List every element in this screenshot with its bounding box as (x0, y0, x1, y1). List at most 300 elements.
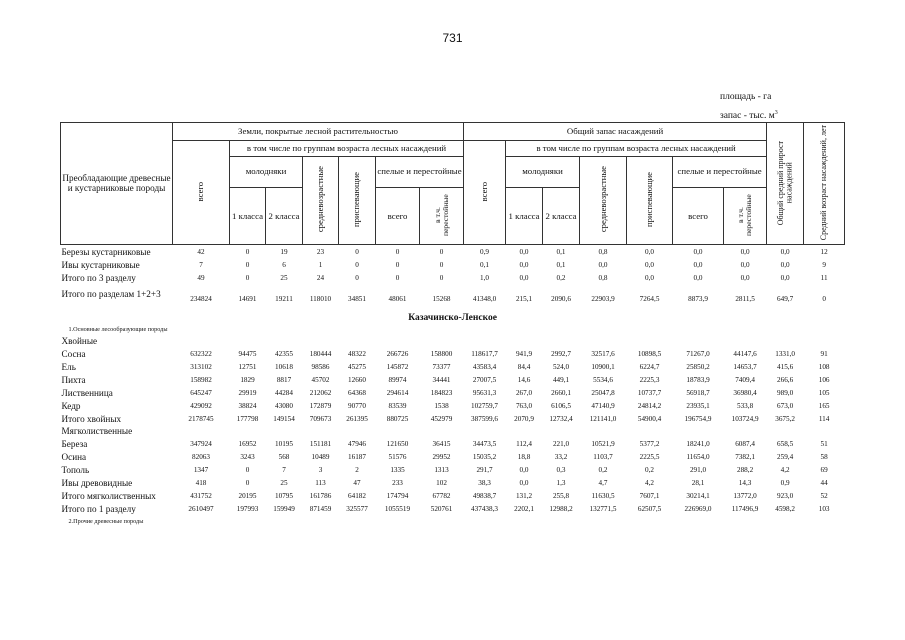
data-cell: 158800 (430, 349, 453, 358)
data-cell: 0 (395, 260, 400, 269)
data-cell: 4598,2 (775, 504, 795, 513)
data-cell: 10900,1 (591, 362, 615, 371)
data-cell: 62507,5 (637, 504, 662, 513)
row-label: Ивы древовидные (61, 477, 133, 488)
data-cell: 102 (436, 478, 447, 487)
avg-growth-header-text: Общий средний прирост насаждений (775, 140, 794, 225)
data-cell: 1347 (193, 465, 209, 474)
data-cell: 44284 (275, 388, 293, 397)
data-cell: 233 (392, 478, 403, 487)
data-cell: 25047,8 (591, 388, 615, 397)
data-cell: 83539 (388, 401, 407, 410)
data-cell: 15035,2 (472, 452, 497, 461)
data-cell: 20195 (238, 491, 257, 500)
data-cell: 3 (318, 465, 323, 474)
data-cell: 34851 (348, 295, 366, 304)
data-cell: 132771,5 (589, 504, 617, 513)
data-cell: 56918,7 (686, 388, 710, 397)
data-cell: 0 (395, 273, 400, 282)
data-cell: 0,0 (506, 245, 543, 259)
stock-mature-header: спелые и перестойные (673, 157, 767, 188)
table-row (61, 245, 845, 259)
data-cell: 73377 (432, 362, 451, 371)
forest-stats-table (60, 122, 845, 527)
data-cell: 923,0 (777, 491, 794, 500)
data-cell: 0,2 (645, 465, 655, 474)
data-cell: 880725 (386, 414, 409, 423)
area-class2-header: 2 класса (266, 188, 303, 245)
data-cell: 8817 (276, 375, 292, 384)
area-unit-label: площадь - га (720, 92, 772, 102)
data-cell: 0,9 (780, 478, 790, 487)
data-cell: 1335 (390, 465, 405, 474)
data-cell: 313102 (190, 362, 212, 371)
group-conifers-label-row (61, 335, 845, 347)
area-maturing-header-text: приспевающие (351, 172, 362, 227)
stock-maturing-header (627, 157, 673, 245)
table-row (61, 271, 845, 284)
data-cell: 2225,3 (639, 375, 660, 384)
data-cell: 568 (278, 452, 290, 461)
data-cell: 1829 (240, 375, 255, 384)
data-cell: 12751 (238, 362, 257, 371)
data-cell: 0,0 (780, 260, 790, 269)
data-cell: 2610497 (188, 504, 214, 513)
area-overmature-header (420, 188, 464, 245)
data-cell: 288,2 (736, 465, 754, 474)
stock-unit-superscript: 3 (774, 110, 778, 116)
data-cell: 12660 (348, 375, 366, 384)
data-cell: 64182 (348, 491, 366, 500)
stock-middle-aged-header-text: средневозрастные (597, 166, 608, 233)
data-cell: 2 (355, 465, 359, 474)
data-cell: 32517,6 (591, 349, 615, 358)
data-cell: 184823 (430, 388, 453, 397)
data-cell: 0 (245, 478, 250, 487)
data-cell: 12732,4 (549, 414, 573, 423)
data-cell: 0,8 (580, 245, 627, 259)
stock-overmature-header-text: в т.ч. перестойные (736, 194, 754, 236)
data-cell: 266726 (386, 349, 409, 358)
data-cell: 22903,9 (591, 295, 615, 304)
data-cell: 7 (199, 260, 203, 269)
data-cell: 387599,6 (471, 414, 498, 423)
area-total-header (173, 141, 230, 245)
data-cell: 12988,2 (549, 504, 573, 513)
data-cell: 180444 (309, 349, 332, 358)
data-cell: 84,4 (517, 362, 531, 371)
row-label: Тополь (61, 464, 90, 475)
row-label: Итого по 3 разделу (61, 272, 136, 283)
data-cell: 41348,0 (472, 295, 497, 304)
data-cell: 16187 (348, 452, 366, 461)
data-cell: 114 (818, 414, 830, 423)
data-cell: 2070,9 (514, 414, 534, 423)
data-cell: 158982 (190, 375, 212, 384)
data-cell: 0,1 (543, 245, 580, 259)
row-label: Сосна (61, 348, 86, 359)
data-cell: 47140,9 (591, 401, 615, 410)
data-cell: 4,2 (645, 478, 655, 487)
stock-class1-header: 1 класса (506, 188, 543, 245)
data-cell: 121141,0 (589, 414, 617, 423)
data-cell: 0,0 (780, 273, 790, 282)
data-cell: 64368 (348, 388, 366, 397)
data-cell: 215,1 (515, 295, 533, 304)
data-cell: 437438,3 (471, 504, 498, 513)
data-cell: 0,8 (598, 273, 608, 282)
data-cell: 649,7 (777, 295, 794, 304)
avg-age-header (804, 123, 845, 245)
row-label: Лиственница (61, 387, 113, 398)
data-cell: 118010 (309, 295, 332, 304)
data-cell: 0 (245, 465, 250, 474)
data-cell: 0,0 (767, 245, 804, 259)
data-cell: 43080 (275, 401, 293, 410)
data-cell: 11630,5 (591, 491, 615, 500)
data-cell: 145872 (386, 362, 409, 371)
table-row (61, 412, 845, 425)
data-cell: 24 (316, 273, 325, 282)
data-cell: 14653,7 (733, 362, 757, 371)
data-cell: 0,0 (740, 260, 750, 269)
data-cell: 103 (818, 504, 830, 513)
data-cell: 10898,5 (637, 349, 662, 358)
area-maturing-header (339, 157, 376, 245)
data-cell: 25850,2 (686, 362, 710, 371)
data-cell: 0,0 (627, 245, 673, 259)
group-deciduous-label-row (61, 425, 845, 437)
data-cell: 0,0 (645, 273, 655, 282)
data-cell: 172879 (309, 401, 332, 410)
data-cell: 113 (315, 478, 326, 487)
area-middle-aged-header (303, 157, 339, 245)
data-cell: 6 (282, 260, 286, 269)
stock-overmature-header (724, 188, 767, 245)
data-cell: 45702 (311, 375, 330, 384)
data-cell: 632322 (190, 349, 212, 358)
data-cell: 291,7 (476, 465, 493, 474)
data-cell: 36980,4 (733, 388, 757, 397)
area-mature-header: спелые и перестойные (376, 157, 464, 188)
data-cell: 4,7 (598, 478, 608, 487)
data-cell: 8873,9 (688, 295, 708, 304)
data-cell: 67782 (432, 491, 451, 500)
stock-age-groups-header: в том числе по группам возраста лесных насаждений (506, 141, 767, 157)
data-cell: 989,0 (777, 388, 794, 397)
data-cell: 43583,4 (472, 362, 497, 371)
data-cell: 1538 (434, 401, 449, 410)
stock-middle-aged-header (580, 157, 627, 245)
data-cell: 533,8 (736, 401, 754, 410)
group-deciduous-label: Мягколиственные (61, 426, 133, 437)
data-cell: 0,0 (645, 260, 655, 269)
data-cell: 709673 (309, 414, 332, 423)
data-cell: 658,5 (777, 439, 794, 448)
data-cell: 49838,7 (472, 491, 497, 500)
data-cell: 0 (355, 273, 359, 282)
data-cell: 294614 (386, 388, 409, 397)
data-cell: 11 (820, 273, 828, 282)
data-cell: 3675,2 (775, 414, 795, 423)
data-cell: 0,2 (598, 465, 608, 474)
data-cell: 118617,7 (471, 349, 498, 358)
data-cell: 24814,2 (637, 401, 662, 410)
data-cell: 44 (820, 478, 828, 487)
data-cell: 112,4 (516, 439, 532, 448)
data-cell: 0 (245, 260, 250, 269)
data-cell: 149154 (273, 414, 295, 423)
data-cell: 0 (439, 273, 444, 282)
data-cell: 44147,6 (733, 349, 757, 358)
stock-total-header-text: всего (479, 181, 490, 202)
data-cell: 0,0 (519, 465, 529, 474)
row-label: Осина (61, 451, 87, 462)
data-cell: 94475 (238, 349, 257, 358)
data-cell: 10521,9 (591, 439, 615, 448)
data-cell: 7264,5 (639, 295, 660, 304)
data-cell: 52 (820, 491, 828, 500)
stock-total-header (464, 141, 506, 245)
data-cell: 871459 (309, 504, 332, 513)
stock-maturing-header-text: приспевающие (644, 172, 655, 227)
table-row (61, 347, 845, 360)
data-cell: 645247 (190, 388, 212, 397)
area-total-header-text: всего (195, 181, 206, 202)
species-column-header: Преобладающие древесные и кустарниковые породы (61, 123, 173, 245)
data-cell: 38824 (238, 401, 257, 410)
data-cell: 0 (439, 260, 444, 269)
data-cell: 10195 (275, 439, 293, 448)
data-cell: 19 (266, 245, 303, 259)
data-cell: 0,0 (519, 260, 529, 269)
data-cell: 54900,4 (637, 414, 662, 423)
data-cell: 0 (420, 245, 464, 259)
data-cell: 1,3 (556, 478, 566, 487)
data-cell: 36415 (432, 439, 451, 448)
data-cell: 151181 (309, 439, 332, 448)
data-cell: 2660,1 (551, 388, 571, 397)
data-cell: 234824 (190, 295, 212, 304)
table-row (61, 437, 845, 450)
data-cell: 15268 (432, 295, 451, 304)
data-cell: 25 (280, 273, 288, 282)
data-cell: 10737,7 (637, 388, 662, 397)
data-cell: 108 (818, 362, 830, 371)
data-cell: 161786 (309, 491, 332, 500)
data-cell: 18241,0 (686, 439, 710, 448)
data-cell: 6087,4 (735, 439, 755, 448)
data-cell: 103724,9 (731, 414, 759, 423)
data-cell: 0,0 (598, 260, 608, 269)
data-cell: 34473,5 (472, 439, 497, 448)
data-cell: 1055519 (384, 504, 411, 513)
data-cell: 2225,5 (639, 452, 660, 461)
data-cell: 47946 (348, 439, 366, 448)
data-cell: 29919 (238, 388, 257, 397)
avg-age-header-text: Средний возраст насаждений, лет (818, 124, 828, 241)
data-cell: 174794 (386, 491, 409, 500)
data-cell: 117496,9 (731, 504, 759, 513)
data-cell: 1 (318, 260, 323, 269)
data-cell: 0,0 (693, 260, 703, 269)
data-cell: 48322 (348, 349, 366, 358)
data-cell: 38,3 (478, 478, 491, 487)
data-cell: 291,0 (689, 465, 707, 474)
stock-young-header: молодняки (506, 157, 580, 188)
data-cell: 6224,7 (639, 362, 660, 371)
data-cell: 0,3 (556, 465, 566, 474)
group-conifers-label: Хвойные (61, 336, 98, 347)
table-row (61, 360, 845, 373)
data-cell: 0,0 (519, 273, 529, 282)
data-cell: 347924 (190, 439, 212, 448)
section-2-label: 2.Прочие древесные породы (68, 517, 144, 525)
data-cell: 14691 (238, 295, 257, 304)
data-cell: 0,0 (740, 273, 750, 282)
data-cell: 27007,5 (472, 375, 497, 384)
row-label: Кедр (61, 400, 81, 411)
table-row (61, 463, 845, 476)
data-cell: 259,4 (777, 452, 794, 461)
data-cell: 82063 (192, 452, 210, 461)
data-cell: 102759,7 (471, 401, 498, 410)
data-cell: 2992,7 (551, 349, 571, 358)
data-cell: 415,6 (777, 362, 794, 371)
data-cell: 51576 (388, 452, 407, 461)
data-cell: 6106,5 (551, 401, 571, 410)
data-cell: 10489 (311, 452, 330, 461)
data-cell: 0 (230, 245, 266, 259)
data-cell: 429092 (190, 401, 212, 410)
data-cell: 221,0 (552, 439, 570, 448)
data-cell: 0,0 (724, 245, 767, 259)
area-class1-header: 1 класса (230, 188, 266, 245)
table-row (61, 399, 845, 412)
data-cell: 0,1 (480, 260, 490, 269)
data-cell: 19211 (275, 295, 293, 304)
data-cell: 12 (804, 245, 845, 259)
data-cell: 196754,9 (684, 414, 712, 423)
data-cell: 0,2 (556, 273, 566, 282)
data-cell: 13772,0 (733, 491, 757, 500)
table-header (61, 123, 845, 245)
data-cell: 0,0 (693, 273, 703, 282)
stock-group-header: Общий запас насаждений (464, 123, 767, 141)
table-row (61, 258, 845, 271)
data-cell: 159949 (273, 504, 295, 513)
data-cell: 520761 (430, 504, 453, 513)
table-row (61, 450, 845, 463)
data-cell: 4,2 (780, 465, 790, 474)
data-cell: 0 (376, 245, 420, 259)
data-cell: 0 (339, 245, 376, 259)
data-cell: 0 (822, 295, 826, 304)
region-title: Казачинско-Ленское (408, 313, 497, 324)
data-cell: 30214,1 (686, 491, 710, 500)
section-1-label-row (61, 323, 845, 335)
data-cell: 255,8 (552, 491, 570, 500)
data-cell: 0,1 (556, 260, 566, 269)
data-cell: 9 (822, 260, 826, 269)
data-cell: 105 (818, 388, 830, 397)
data-cell: 29952 (432, 452, 451, 461)
data-cell: 131,2 (515, 491, 533, 500)
data-cell: 325577 (346, 504, 368, 513)
stock-unit-label (720, 110, 840, 121)
data-cell: 33,2 (554, 452, 568, 461)
data-cell: 69 (820, 465, 828, 474)
data-cell: 2090,6 (551, 295, 571, 304)
data-cell: 45275 (348, 362, 366, 371)
data-cell: 165 (818, 401, 830, 410)
stock-mature-total-header: всего (673, 188, 724, 245)
data-cell: 0,0 (519, 478, 529, 487)
row-label: Итого хвойных (61, 413, 122, 424)
area-middle-aged-header-text: средневозрастные (314, 166, 325, 233)
table-row (61, 489, 845, 502)
row-label: Итого по разделам 1+2+3 (61, 289, 161, 300)
data-cell: 16952 (238, 439, 257, 448)
data-cell: 261395 (346, 414, 368, 423)
data-cell: 449,1 (552, 375, 570, 384)
data-cell: 452979 (430, 414, 453, 423)
data-cell: 71267,0 (686, 349, 710, 358)
area-age-groups-header: в том числе по группам возраста лесных насаждений (230, 141, 464, 157)
data-cell: 1313 (434, 465, 449, 474)
area-group-header: Земли, покрытые лесной растительностью (173, 123, 464, 141)
data-cell: 51 (820, 439, 828, 448)
data-cell: 42355 (275, 349, 293, 358)
data-cell: 2178745 (188, 414, 214, 423)
data-cell: 121650 (386, 439, 409, 448)
table-body (61, 245, 845, 528)
data-cell: 91 (820, 349, 828, 358)
data-cell: 7 (282, 465, 286, 474)
data-cell: 3243 (240, 452, 255, 461)
data-cell: 18,8 (517, 452, 531, 461)
data-cell: 98586 (311, 362, 330, 371)
table-row (61, 502, 845, 515)
data-cell: 47 (353, 478, 361, 487)
data-cell: 14,6 (517, 375, 531, 384)
data-cell: 48061 (388, 295, 407, 304)
data-cell: 1331,0 (775, 349, 795, 358)
data-cell: 212062 (309, 388, 332, 397)
area-mature-total-header: всего (376, 188, 420, 245)
data-cell: 2202,1 (514, 504, 534, 513)
area-overmature-header-text: в т.ч. перестойные (432, 194, 450, 236)
data-cell: 7409,4 (735, 375, 755, 384)
stock-unit-text: запас - тыс. м (720, 111, 775, 122)
data-cell: 7607,1 (639, 491, 660, 500)
row-label: Березы кустарниковые (61, 245, 173, 259)
data-cell: 28,1 (691, 478, 705, 487)
table-row (61, 476, 845, 489)
stock-class2-header: 2 класса (543, 188, 580, 245)
section-1-label: 1.Основные лесообразующие породы (68, 325, 168, 333)
data-cell: 34441 (432, 375, 451, 384)
page-number: 731 (442, 31, 463, 45)
region-title-row (61, 304, 845, 323)
data-cell: 89974 (388, 375, 407, 384)
data-cell: 941,9 (515, 349, 533, 358)
data-cell: 226969,0 (684, 504, 712, 513)
data-cell: 763,0 (515, 401, 533, 410)
data-cell: 431752 (190, 491, 212, 500)
data-cell: 42 (173, 245, 230, 259)
row-label: Пихта (61, 374, 86, 385)
